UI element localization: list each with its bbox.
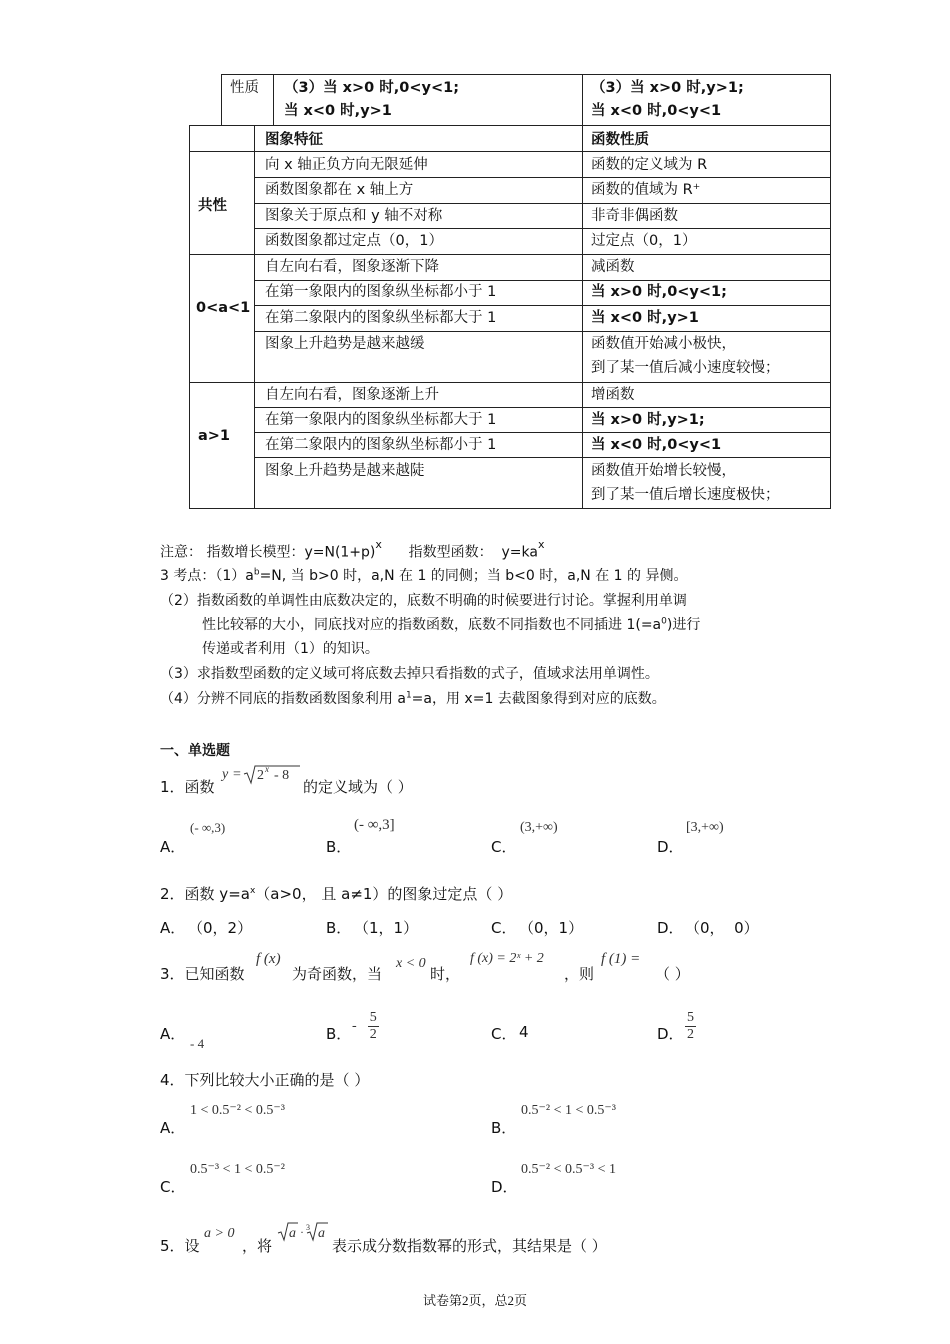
option-b-value: (- ∞,3]: [354, 817, 395, 833]
option-c-label: C．: [160, 1178, 186, 1196]
question-1-tail: 的定义域为（ ）: [303, 778, 413, 796]
table-cell: 当 x>0 时,0<y<1;: [591, 284, 727, 300]
option-b-label: B．: [326, 1025, 352, 1043]
option-a-label: A．: [160, 1025, 186, 1043]
property-left-line1: （3）当 x>0 时,0<y<1;: [284, 80, 460, 96]
note-growth-models: 注意： 指数增长模型：$y=N(1+p)^x$ 指数型函数： $y=ka^x$: [160, 538, 545, 561]
svg-text:- 8: - 8: [274, 768, 290, 783]
option-c-value: 4: [519, 1023, 529, 1041]
table-cell: 增函数: [591, 387, 635, 403]
question-2-stem: 2．函数 $y=a^x(a>0$， 且 a≠1）的图象过定点（ ）: [160, 885, 513, 903]
table-cell: 过定点（0，1）: [591, 233, 697, 249]
option-d-value: （0， 0）: [685, 919, 759, 937]
key-point-4: （4）分辨不同底的指数函数图象利用 $a^1=a$，用 x=1 去截图象得到对应的底数。: [160, 690, 666, 707]
table-cell: 向 x 轴正负方向无限延伸: [265, 157, 428, 173]
property-right-line1: （3）当 x>0 时,y>1;: [591, 80, 744, 96]
svg-text:a: a: [318, 1226, 325, 1241]
table-cell: 到了某一值后减小速度较慢；: [591, 360, 780, 376]
question-3-text-2: 为奇函数，当: [292, 965, 383, 983]
table-cell: 函数值开始增长较慢，: [591, 463, 736, 479]
option-d-value: [3,+∞): [686, 820, 724, 835]
property-right-line2: 当 x<0 时,0<y<1: [591, 103, 722, 119]
table-cell: 当 x<0 时,y>1: [591, 310, 699, 326]
question-3-text-5: （ ）: [655, 965, 690, 983]
question-3-text-4: ，则: [564, 965, 595, 983]
question-3-fx: f (x): [256, 951, 281, 967]
table-cell: 函数值开始减小极快，: [591, 336, 736, 352]
option-d-value: $\frac{5}{2}$: [687, 1010, 694, 1042]
option-b-label: B．: [326, 838, 352, 856]
table-cell: 自左向右看，图象逐渐下降: [265, 259, 439, 275]
option-c-label: C．: [491, 1025, 517, 1043]
option-c-value: (3,+∞): [520, 820, 558, 835]
question-3-f1: f (1) =: [601, 951, 641, 967]
table-cell: 非奇非偶函数: [591, 208, 678, 224]
option-b-value: - $\frac{5}{2}$: [352, 1010, 377, 1042]
option-b-value: （1，1）: [354, 919, 419, 937]
svg-text:y: y: [222, 767, 229, 782]
group-label-a-less-than-1: 0<a<1: [196, 300, 251, 316]
option-a-label: A．: [160, 838, 186, 856]
key-point-2-line1: （2）指数函数的单调性由底数决定的，底数不明确的时候要进行讨论。掌握利用单调: [160, 593, 687, 609]
table-cell: 函数图象都过定点（0，1）: [265, 233, 443, 249]
question-5-text-3: 表示成分数指数幂的形式，其结果是（ ）: [332, 1237, 607, 1255]
svg-text:x: x: [265, 764, 269, 774]
property-left-line2: 当 x<0 时,y>1: [284, 103, 392, 119]
option-b-label: B．: [326, 919, 352, 937]
option-d-label: D．: [491, 1178, 518, 1196]
question-5-text-2: ，将: [242, 1237, 273, 1255]
header-graph-features: 图象特征: [265, 132, 323, 148]
question-5-condition: a > 0: [204, 1226, 235, 1241]
option-c-value: 0.5⁻³ < 1 < 0.5⁻²: [190, 1162, 285, 1177]
table-cell: 函数的定义域为 R: [591, 157, 708, 173]
table-cell: 到了某一值后增长速度极快；: [591, 487, 780, 503]
option-d-label: D．: [657, 1025, 684, 1043]
table-cell: 在第一象限内的图象纵坐标都大于 1: [265, 412, 497, 428]
option-c-label: C．: [491, 919, 517, 937]
question-1-number: 1．函数: [160, 778, 215, 796]
option-d-value: 0.5⁻² < 0.5⁻³ < 1: [521, 1162, 616, 1177]
svg-text:a: a: [289, 1226, 296, 1241]
option-b-value: 0.5⁻² < 1 < 0.5⁻³: [521, 1103, 616, 1118]
question-3-text-3: 时，: [430, 965, 461, 983]
property-label: 性质: [230, 80, 259, 96]
group-label-common: 共性: [198, 198, 227, 214]
table-cell: 在第一象限内的图象纵坐标都小于 1: [265, 284, 497, 300]
key-point-1: 3 考点：$(1)a^b=N$, 当 b>0 时，a,N 在 1 的同侧；当 b<0 时，a,N 在 1 的 异侧。: [160, 567, 688, 584]
question-3-text-1: 3．已知函数: [160, 965, 245, 983]
question-3-condition: x < 0: [396, 956, 426, 971]
key-point-3: （3）求指数型函数的定义域可将底数去掉只看指数的式子，值域求法用单调性。: [160, 666, 659, 682]
table-cell: 减函数: [591, 259, 635, 275]
option-a-label: A．: [160, 919, 186, 937]
table-cell: 函数的值域为 R⁺: [591, 182, 701, 198]
table-cell: 自左向右看，图象逐渐上升: [265, 387, 439, 403]
key-point-2-line3: 传递或者利用（1）的知识。: [202, 641, 379, 657]
page-footer: 试卷第2页，总2页: [422, 1293, 527, 1308]
option-a-label: A．: [160, 1119, 186, 1137]
table-cell: 在第二象限内的图象纵坐标都小于 1: [265, 437, 497, 453]
option-a-value: （0，2）: [188, 919, 253, 937]
option-d-label: D．: [657, 919, 684, 937]
table-cell: 当 x<0 时,0<y<1: [591, 437, 722, 453]
svg-text:=: =: [233, 767, 241, 782]
question-3-definition: f (x) = 2ˣ + 2: [470, 951, 544, 966]
question-5-radicals: [276, 1220, 330, 1244]
svg-text:3: 3: [306, 1223, 310, 1232]
table-cell: 在第二象限内的图象纵坐标都大于 1: [265, 310, 497, 326]
question-4-stem: 4．下列比较大小正确的是（ ）: [160, 1071, 370, 1089]
option-b-label: B．: [491, 1119, 517, 1137]
svg-text:·: ·: [300, 1225, 304, 1239]
option-c-label: C．: [491, 838, 517, 856]
table-cell: 函数图象都在 x 轴上方: [265, 182, 414, 198]
option-d-label: D．: [657, 838, 684, 856]
table-cell: 图象上升趋势是越来越缓: [265, 336, 425, 352]
option-a-value: 1 < 0.5⁻² < 0.5⁻³: [190, 1103, 285, 1118]
option-a-value: (- ∞,3): [190, 820, 226, 835]
svg-text:2: 2: [257, 768, 264, 783]
table-cell: 图象关于原点和 y 轴不对称: [265, 208, 443, 224]
option-a-value: - 4: [190, 1036, 205, 1051]
group-label-a-greater-than-1: a>1: [198, 428, 231, 444]
question-5-text-1: 5．设: [160, 1237, 200, 1255]
table-cell: 当 x>0 时,y>1;: [591, 412, 705, 428]
section-title: 一、单选题: [160, 743, 230, 759]
key-point-2-line2: 性比较幂的大小，同底找对应的指数函数，底数不同指数也不同插进 $1(=a^0)$进行: [202, 616, 701, 633]
table-cell: 图象上升趋势是越来越陡: [265, 463, 425, 479]
header-function-properties: 函数性质: [591, 132, 649, 148]
option-c-value: （0，1）: [519, 919, 584, 937]
question-1-formula: [220, 762, 302, 788]
